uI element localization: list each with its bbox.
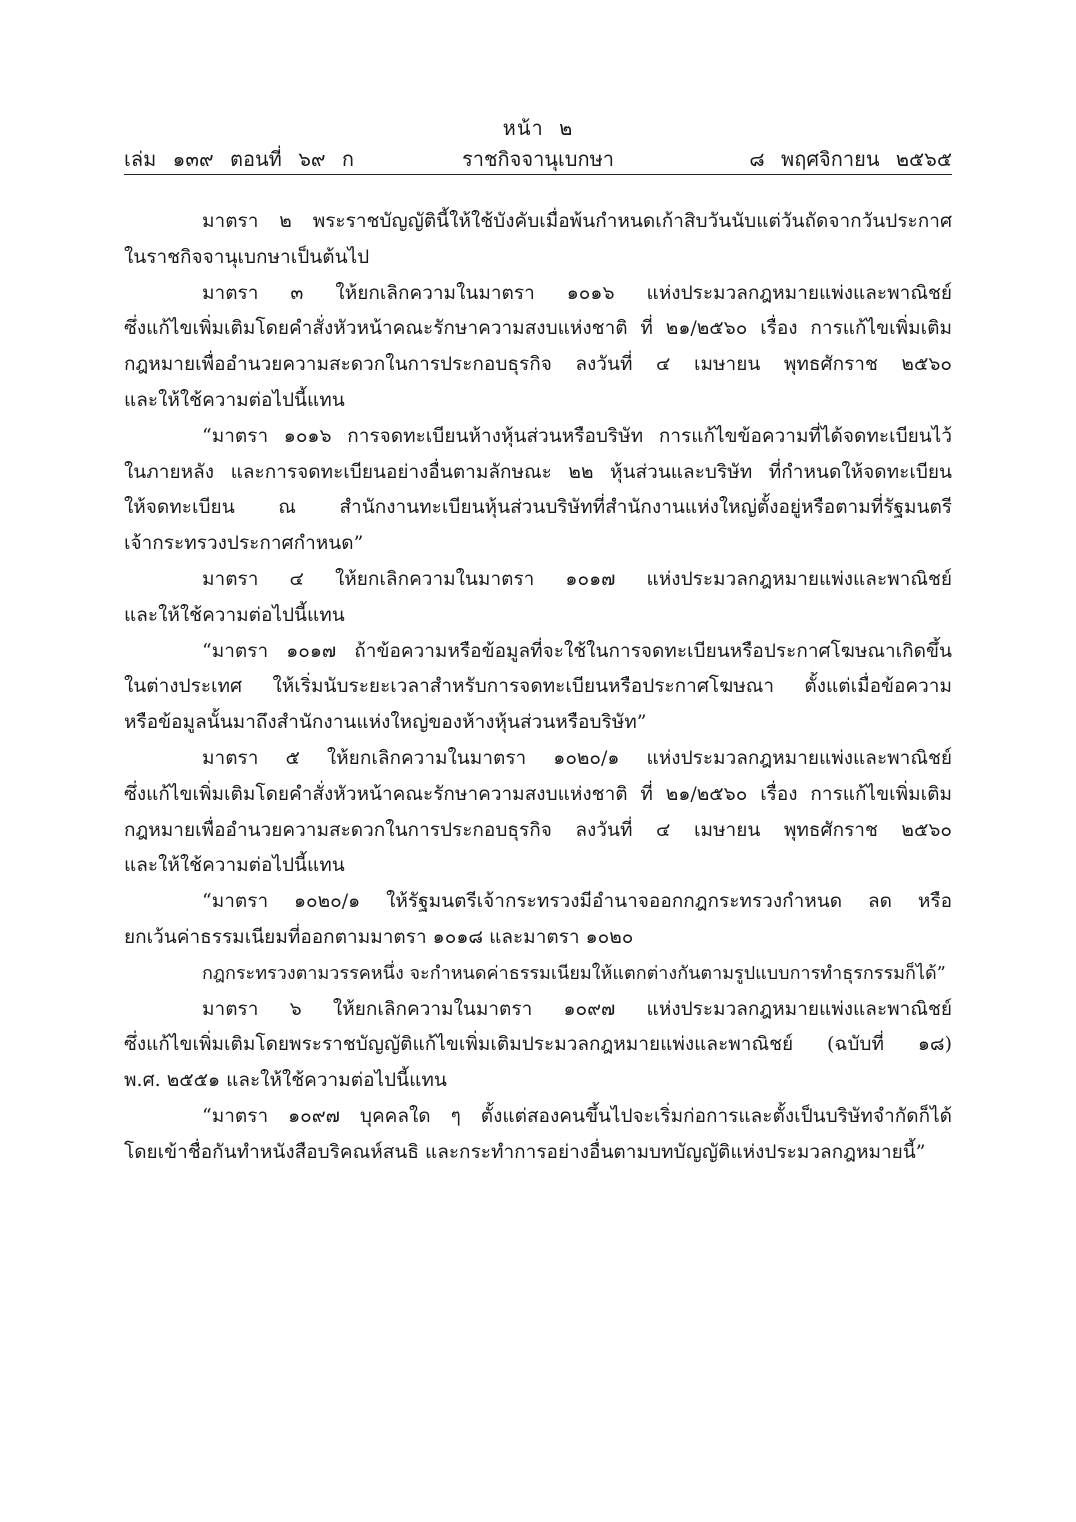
text-line: ยกเว้นค่าธรรมเนียมที่ออกตามมาตรา ๑๐๑๘ และมาตรา ๑๐๒๐ [124,925,634,948]
text-line: “มาตรา ๑๐๙๗ บุคคลใด ๆ ตั้งแต่สองคนขึ้นไปจะเริ่มก่อการและตั้งเป็นบริษัทจำกัดก็ได้ [202,1104,952,1127]
text-line: เจ้ากระทรวงประกาศกำหนด” [124,532,364,555]
section-1016-quote [124,419,952,562]
text-line: ให้จดทะเบียน ณ สำนักงานทะเบียนหุ้นส่วนบริษัทที่สำนักงานแห่งใหญ่ตั้งอยู่หรือตามที่รัฐมนตรี [124,496,952,519]
text-line: “มาตรา ๑๐๒๐/๑ ให้รัฐมนตรีเจ้ากระทรวงมีอำนาจออกกฎกระทรวงกำหนด ลด หรือ [202,890,952,913]
text-line: ในต่างประเทศ ให้เริ่มนับระยะเวลาสำหรับการจดทะเบียนหรือประกาศโฆษณา ตั้งแต่เมื่อข้อความ [124,675,952,698]
text-line: กฎกระทรวงตามวรรคหนึ่ง จะกำหนดค่าธรรมเนียมให้แตกต่างกันตามรูปแบบการทำธุรกรรมก็ได้” [202,962,946,984]
section-5-paragraph [124,741,952,884]
section-1020-1-quote [124,884,952,956]
text-line: ซึ่งแก้ไขเพิ่มเติมโดยคำสั่งหัวหน้าคณะรักษาความสงบแห่งชาติ ที่ ๒๑/๒๕๖๐ เรื่อง การแก้ไขเพิ่มเติม [124,782,952,805]
section-1097-quote [124,1099,952,1171]
publication-title: ราชกิจจานุเบกษา [461,147,615,171]
text-line: ในราชกิจจานุเบกษาเป็นต้นไป [124,245,370,268]
text-line: “มาตรา ๑๐๑๗ ถ้าข้อความหรือข้อมูลที่จะใช้ในการจดทะเบียนหรือประกาศโฆษณาเกิดขึ้น [202,639,952,662]
page-number: หน้า ๒ [502,116,574,140]
text-line: และให้ใช้ความต่อไปนี้แทน [124,388,345,411]
text-line: ซึ่งแก้ไขเพิ่มเติมโดยพระราชบัญญัติแก้ไขเพิ่มเติมประมวลกฎหมายแพ่งและพาณิชย์ (ฉบับที่ ๑๘) [124,1033,952,1056]
document-body [124,204,952,1171]
text-line: หรือข้อมูลนั้นมาถึงสำนักงานแห่งใหญ่ของห้างหุ้นส่วนหรือบริษัท” [124,711,647,734]
text-line: ซึ่งแก้ไขเพิ่มเติมโดยคำสั่งหัวหน้าคณะรักษาความสงบแห่งชาติ ที่ ๒๑/๒๕๖๐ เรื่อง การแก้ไขเพิ่มเติม [124,317,952,340]
text-line: มาตรา ๔ ให้ยกเลิกความในมาตรา ๑๐๑๗ แห่งประมวลกฎหมายแพ่งและพาณิชย์ [202,567,952,590]
section-1017-quote [124,634,952,741]
page-header [124,143,952,173]
section-1020-1-second-paragraph [124,956,952,992]
volume-issue: เล่ม ๑๓๙ ตอนที่ ๖๙ ก [124,147,355,171]
section-4-paragraph [124,562,952,634]
section-3-paragraph [124,276,952,419]
text-line: มาตรา ๕ ให้ยกเลิกความในมาตรา ๑๐๒๐/๑ แห่งประมวลกฎหมายแพ่งและพาณิชย์ [202,746,952,769]
text-line: และให้ใช้ความต่อไปนี้แทน [124,603,345,626]
text-line: และให้ใช้ความต่อไปนี้แทน [124,854,345,877]
header-divider [124,174,952,175]
text-line: กฎหมายเพื่ออำนวยความสะดวกในการประกอบธุรกิจ ลงวันที่ ๔ เมษายน พุทธศักราช ๒๕๖๐ [124,353,952,376]
text-line: ในภายหลัง และการจดทะเบียนอย่างอื่นตามลักษณะ ๒๒ หุ้นส่วนและบริษัท ที่กำหนดให้จดทะเบียน [124,460,952,483]
section-6-paragraph [124,992,952,1099]
section-2-paragraph [124,204,952,276]
text-line: พ.ศ. ๒๕๕๑ และให้ใช้ความต่อไปนี้แทน [124,1069,447,1092]
text-line: มาตรา ๒ พระราชบัญญัตินี้ให้ใช้บังคับเมื่อพ้นกำหนดเก้าสิบวันนับแต่วันถัดจากวันประกาศ [202,210,952,232]
text-line: มาตรา ๖ ให้ยกเลิกความในมาตรา ๑๐๙๗ แห่งประมวลกฎหมายแพ่งและพาณิชย์ [202,997,952,1020]
text-line: กฎหมายเพื่ออำนวยความสะดวกในการประกอบธุรกิจ ลงวันที่ ๔ เมษายน พุทธศักราช ๒๕๖๐ [124,818,952,841]
publication-date: ๘ พฤศจิกายน ๒๕๖๕ [749,147,952,171]
text-line: มาตรา ๓ ให้ยกเลิกความในมาตรา ๑๐๑๖ แห่งประมวลกฎหมายแพ่งและพาณิชย์ [202,281,952,304]
text-line: โดยเข้าชื่อกันทำหนังสือบริคณห์สนธิ และกระทำการอย่างอื่นตามบทบัญญัติแห่งประมวลกฎหมายนี้” [124,1140,926,1163]
text-line: “มาตรา ๑๐๑๖ การจดทะเบียนห้างหุ้นส่วนหรือบริษัท การแก้ไขข้อความที่ได้จดทะเบียนไว้ [202,424,952,447]
